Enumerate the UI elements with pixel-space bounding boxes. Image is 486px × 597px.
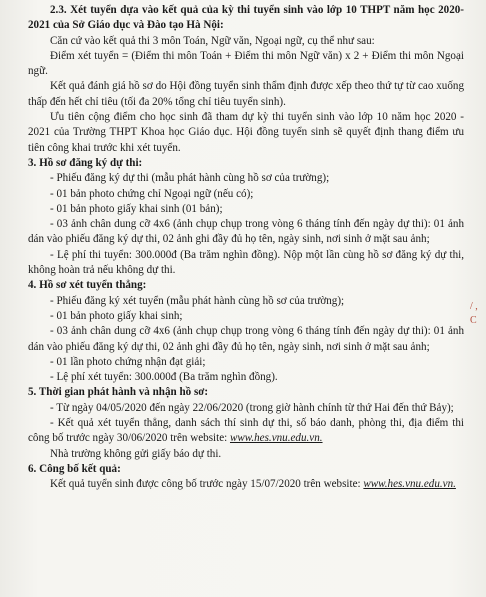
edge-marks: / , C bbox=[470, 301, 478, 326]
s5-item-3: Nhà trường không gửi giấy báo dự thi. bbox=[50, 447, 222, 460]
s5-item-1: - Từ ngày 04/05/2020 đến ngày 22/06/2020 (trong giờ hành chính từ thứ Hai đến thứ Bảy); bbox=[50, 401, 454, 414]
s4-item-2: - 01 bản photo giấy khai sinh; bbox=[50, 309, 183, 322]
s3-item-4: - 03 ảnh chân dung cỡ 4x6 (ảnh chụp chụp trong vòng 6 tháng tính đến ngày dự thi): 01 ảnh dán vào phiếu đăng ký dự thi, 02 ảnh ghi đầy đủ họ tên, ngày sinh, nơi sinh ở mặt sau ảnh; bbox=[28, 218, 464, 246]
s3-item-3: - 01 bản photo giấy khai sinh (01 bản); bbox=[50, 202, 223, 215]
s5-item-2 bbox=[28, 416, 464, 447]
website-link[interactable]: www.hes.vnu.edu.vn. bbox=[229, 432, 323, 445]
website-link-2[interactable]: www.hes.vnu.edu.vn. bbox=[363, 478, 456, 491]
s6-paragraph bbox=[28, 477, 464, 492]
s6-text: Kết quả tuyển sinh được công bố trước ngày 15/07/2020 trên website: bbox=[50, 478, 364, 491]
s6-heading-colon: : bbox=[117, 462, 121, 475]
s3-item-2: - 01 bản photo chứng chỉ Ngoại ngữ (nếu có); bbox=[50, 187, 254, 200]
s23-paragraph-4: Ưu tiên cộng điểm cho học sinh đã tham dự kỳ thi tuyển sinh vào lớp 10 năm học 2020 - 2021 của Trường THPT Khoa học Giáo dục. Hội đồng tuyển sinh sẽ quyết định thang điểm ưu tiên công khai trước khi xét tuyển. bbox=[28, 111, 464, 154]
s4-item-3: - 03 ảnh chân dung cỡ 4x6 (ảnh chụp chụp trong vòng 6 tháng tính đến ngày dự thi): 01 ảnh dán vào phiếu đăng ký dự thi, 02 ảnh ghi đầy đủ họ tên, ngày sinh, nơi sinh ở mặt sau ảnh; bbox=[28, 325, 464, 353]
s3-item-5: - Lệ phí thi tuyển: 300.000đ (Ba trăm nghìn đồng). Nộp một lần cùng hồ sơ đăng ký dự thi, không hoàn trả nếu không dự thi. bbox=[28, 248, 464, 277]
document-body bbox=[28, 3, 464, 493]
s6-heading-text: 6. Công bố kết quả bbox=[28, 462, 118, 475]
s3-item-1: - Phiếu đăng ký dự thi (mẫu phát hành cùng hồ sơ của trường); bbox=[50, 172, 330, 185]
s4-item-1: - Phiếu đăng ký xét tuyển (mẫu phát hành cùng hồ sơ của trường); bbox=[50, 294, 345, 307]
section-6-heading bbox=[28, 462, 464, 477]
section-3-heading: 3. Hồ sơ đăng ký dự thi: bbox=[28, 156, 143, 169]
s5-item-2-text: - Kết quả xét tuyển thẳng, danh sách thí sinh dự thi, số báo danh, phòng thi, địa điểm thi công bố trước ngày 30/06/2020 trên website: bbox=[28, 417, 464, 445]
section-2-3-title: 2.3. Xét tuyển dựa vào kết quả của kỳ thi tuyển sinh vào lớp 10 THPT năm học 2020-2021 của Sở Giáo dục và Đào tạo Hà Nội: bbox=[28, 4, 464, 32]
s23-paragraph-3: Kết quả đánh giá hồ sơ do Hội đồng tuyển sinh thẩm định được xếp theo thứ tự từ cao xuống thấp đến hết chỉ tiêu (tối đa 20% tổng chỉ tiêu tuyển sinh). bbox=[28, 80, 464, 108]
section-4-heading: 4. Hồ sơ xét tuyển thẳng: bbox=[28, 279, 147, 292]
s23-paragraph-2: Điểm xét tuyển = (Điểm thi môn Toán + Điểm thi môn Ngữ văn) x 2 + Điểm thi môn Ngoại ngữ. bbox=[28, 49, 464, 78]
s4-item-4: - 01 lần photo chứng nhận đạt giải; bbox=[50, 355, 206, 368]
s4-item-5: - Lệ phí xét tuyển: 300.000đ (Ba trăm nghìn đồng). bbox=[50, 371, 278, 384]
section-5-heading: 5. Thời gian phát hành và nhận hồ sơ: bbox=[28, 386, 209, 399]
s23-paragraph-1: Căn cứ vào kết quả thi 3 môn Toán, Ngữ văn, Ngoại ngữ, cụ thể như sau: bbox=[50, 34, 375, 47]
